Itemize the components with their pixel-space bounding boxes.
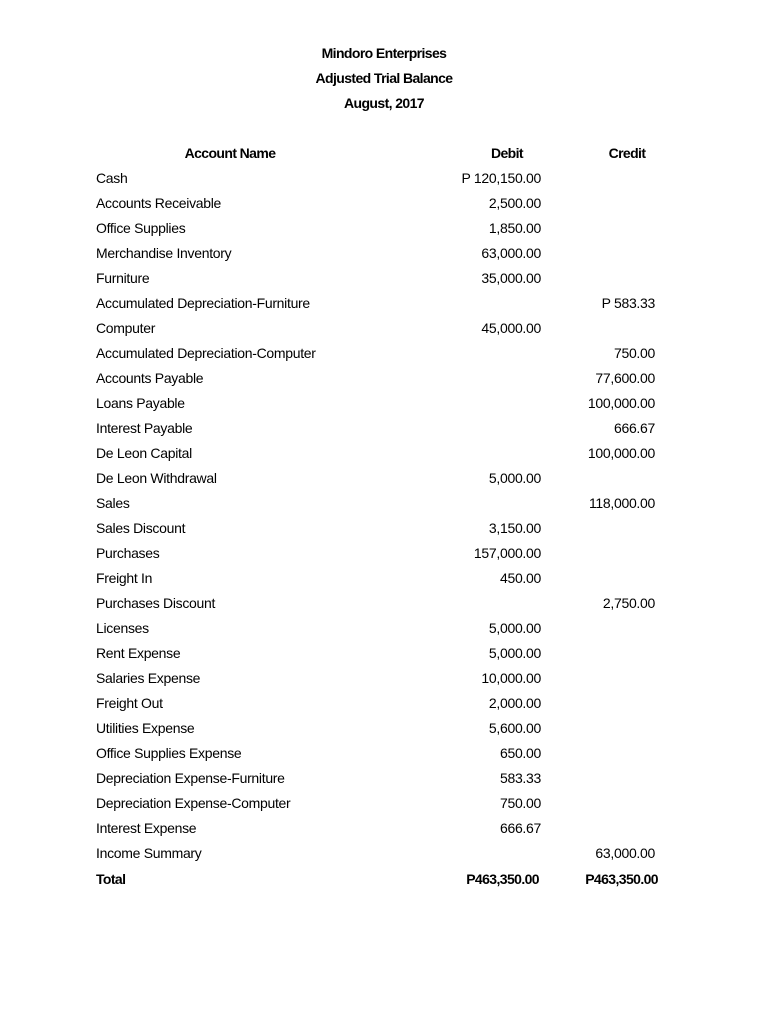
table-row: [0, 518, 768, 543]
account-name: De Leon Capital: [96, 445, 192, 461]
table-row: [0, 643, 768, 668]
column-header-debit: Debit: [490, 145, 523, 161]
table-row: [0, 693, 768, 718]
table-row: [0, 543, 768, 568]
total-row: [0, 869, 768, 894]
table-body: [0, 168, 768, 868]
total-credit: P463,350.00: [585, 871, 658, 887]
table-row: [0, 718, 768, 743]
debit-amount: 2,000.00: [488, 695, 541, 711]
debit-amount: 5,000.00: [488, 645, 541, 661]
table-row: [0, 318, 768, 343]
credit-amount: 100,000.00: [587, 445, 655, 461]
table-row: [0, 743, 768, 768]
account-name: Salaries Expense: [96, 670, 201, 686]
account-name: Interest Payable: [96, 420, 193, 436]
account-name: Sales Discount: [96, 520, 186, 536]
table-row: [0, 293, 768, 318]
table-row: [0, 818, 768, 843]
account-name: Merchandise Inventory: [96, 245, 232, 261]
credit-amount: 2,750.00: [602, 595, 655, 611]
table-row: [0, 193, 768, 218]
credit-amount: 77,600.00: [595, 370, 655, 386]
account-name: Freight Out: [96, 695, 163, 711]
table-row: [0, 593, 768, 618]
account-name: Depreciation Expense-Furniture: [96, 770, 285, 786]
table-row: [0, 468, 768, 493]
debit-amount: 5,000.00: [488, 470, 541, 486]
table-row: [0, 393, 768, 418]
account-name: Depreciation Expense-Computer: [96, 795, 291, 811]
account-name: Office Supplies Expense: [96, 745, 242, 761]
table-row: [0, 568, 768, 593]
total-debit: P463,350.00: [466, 871, 539, 887]
table-row: [0, 843, 768, 868]
account-name: Computer: [96, 320, 156, 336]
table-row: [0, 618, 768, 643]
credit-amount: 666.67: [613, 420, 655, 436]
credit-amount: 100,000.00: [587, 395, 655, 411]
credit-amount: 63,000.00: [595, 845, 655, 861]
account-name: Furniture: [96, 270, 150, 286]
account-name: Income Summary: [96, 845, 202, 861]
table-row: [0, 493, 768, 518]
account-name: Accumulated Depreciation-Computer: [96, 345, 316, 361]
account-name: Accumulated Depreciation-Furniture: [96, 295, 310, 311]
table-row: [0, 243, 768, 268]
account-name: Interest Expense: [96, 820, 197, 836]
table-row: [0, 168, 768, 193]
total-label: Total: [96, 871, 126, 887]
report-title: Adjusted Trial Balance: [315, 70, 453, 86]
company-name: Mindoro Enterprises: [321, 45, 447, 61]
account-name: Accounts Receivable: [96, 195, 222, 211]
account-name: Rent Expense: [96, 645, 181, 661]
table-row: [0, 368, 768, 393]
debit-amount: 1,850.00: [488, 220, 541, 236]
debit-amount: 5,600.00: [488, 720, 541, 736]
credit-amount: P 583.33: [601, 295, 655, 311]
trial-balance-table: [0, 143, 768, 894]
table-header: [0, 143, 768, 168]
account-name: Purchases: [96, 545, 160, 561]
debit-amount: 650.00: [499, 745, 541, 761]
account-name: Utilities Expense: [96, 720, 195, 736]
debit-amount: 35,000.00: [481, 270, 541, 286]
account-name: Licenses: [96, 620, 149, 636]
account-name: Office Supplies: [96, 220, 186, 236]
debit-amount: 3,150.00: [488, 520, 541, 536]
account-name: Loans Payable: [96, 395, 185, 411]
account-name: Accounts Payable: [96, 370, 204, 386]
table-row: [0, 668, 768, 693]
account-name: Cash: [96, 170, 128, 186]
account-name: Sales: [96, 495, 130, 511]
table-row: [0, 443, 768, 468]
debit-amount: 750.00: [499, 795, 541, 811]
report-period: August, 2017: [344, 95, 424, 111]
account-name: Freight In: [96, 570, 153, 586]
debit-amount: P 120,150.00: [461, 170, 541, 186]
column-header-account: Account Name: [184, 145, 276, 161]
account-name: De Leon Withdrawal: [96, 470, 217, 486]
debit-amount: 2,500.00: [488, 195, 541, 211]
debit-amount: 583.33: [499, 770, 541, 786]
debit-amount: 666.67: [499, 820, 541, 836]
table-row: [0, 768, 768, 793]
table-row: [0, 418, 768, 443]
table-row: [0, 343, 768, 368]
debit-amount: 5,000.00: [488, 620, 541, 636]
debit-amount: 157,000.00: [473, 545, 541, 561]
debit-amount: 45,000.00: [481, 320, 541, 336]
debit-amount: 10,000.00: [481, 670, 541, 686]
debit-amount: 450.00: [499, 570, 541, 586]
debit-amount: 63,000.00: [481, 245, 541, 261]
credit-amount: 118,000.00: [588, 495, 655, 511]
column-header-credit: Credit: [608, 145, 646, 161]
credit-amount: 750.00: [613, 345, 655, 361]
account-name: Purchases Discount: [96, 595, 216, 611]
table-row: [0, 218, 768, 243]
table-row: [0, 268, 768, 293]
document-header: [0, 43, 768, 118]
table-row: [0, 793, 768, 818]
